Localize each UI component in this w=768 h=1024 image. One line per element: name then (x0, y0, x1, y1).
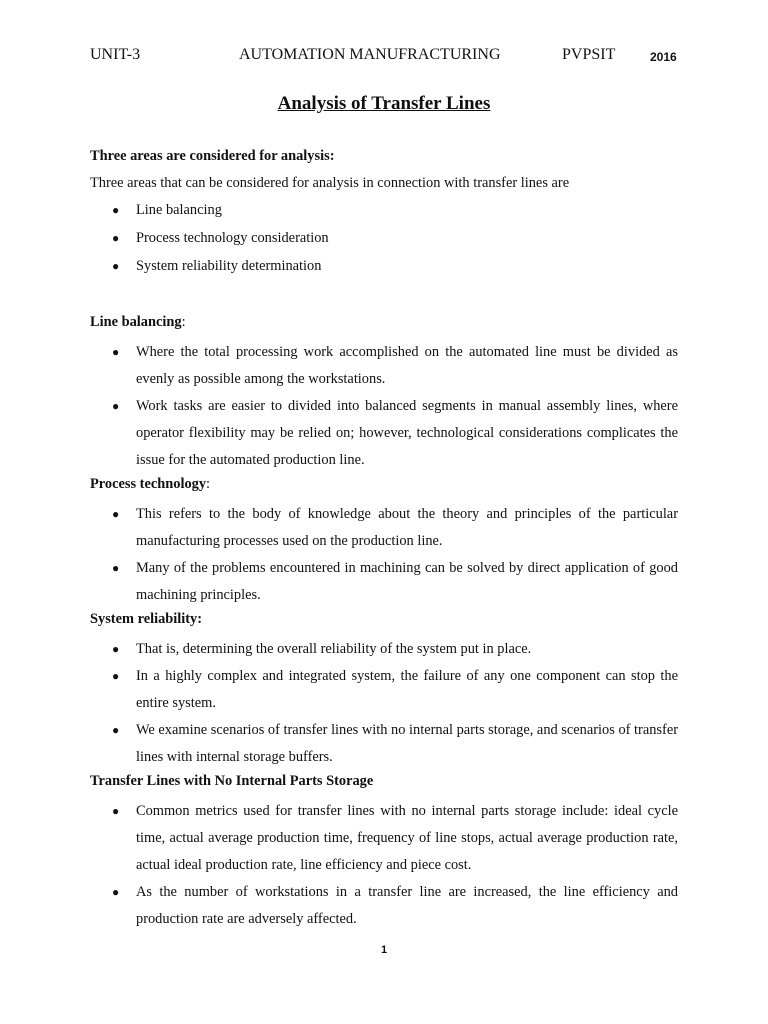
document-body (90, 146, 678, 933)
bullet-icon: ● (112, 669, 120, 683)
no-storage-heading: Transfer Lines with No Internal Parts Storage (90, 773, 374, 789)
page-title: Analysis of Transfer Lines (277, 93, 491, 114)
bullet-icon: ● (112, 399, 120, 413)
list-item: ● System reliability determination (112, 258, 322, 274)
list-item: ● That is, determining the overall reliability of the system put in place. (90, 636, 678, 663)
list-item: ● In a highly complex and integrated system, the failure of any one component can stop the entire system. (90, 663, 678, 717)
intro-text: Three areas that can be considered for analysis in connection with transfer lines are (90, 175, 570, 191)
bullet-icon: ● (112, 345, 120, 359)
bullet-icon: ● (112, 885, 120, 899)
header-year: 2016 (650, 50, 677, 64)
line-balancing-heading: Line balancing: (90, 314, 186, 330)
list-item: ● Process technology consideration (112, 230, 329, 246)
bullet-icon: ● (112, 203, 120, 217)
page-number: 1 (380, 944, 388, 956)
header-unit: UNIT-3 (90, 46, 141, 63)
system-reliability-list (90, 636, 678, 771)
list-item: ● Line balancing (112, 202, 222, 218)
no-storage-list (90, 798, 678, 933)
intro-heading: Three areas are considered for analysis: (90, 148, 335, 164)
list-item: ● Work tasks are easier to divided into balanced segments in manual assembly lines, where operator flexibility may be relied on; however, technological considerations complicates the issue for the automated production line. (90, 393, 678, 474)
list-item: ● As the number of workstations in a transfer line are increased, the line efficiency and production rate are adversely affected. (90, 879, 678, 933)
header-institution: PVPSIT (562, 46, 616, 63)
system-reliability-heading: System reliability: (90, 611, 203, 627)
bullet-icon: ● (112, 231, 120, 245)
header-subject: AUTOMATION MANUFRACTURING (239, 46, 501, 63)
bullet-icon: ● (112, 642, 120, 656)
page-header (0, 46, 768, 68)
list-item: ● This refers to the body of knowledge about the theory and principles of the particular manufacturing processes used on the production line. (90, 501, 678, 555)
bullet-icon: ● (112, 804, 120, 818)
process-technology-list (90, 501, 678, 609)
process-technology-heading: Process technology: (90, 476, 211, 492)
list-item: ● Many of the problems encountered in machining can be solved by direct application of good machining principles. (90, 555, 678, 609)
list-item: ● Common metrics used for transfer lines with no internal parts storage include: ideal cycle time, actual average production time, frequency of line stops, actual average production rate, actual ideal production rate, line efficiency and piece cost. (90, 798, 678, 879)
section-spacer (90, 284, 678, 312)
list-item: ● Where the total processing work accomplished on the automated line must be divided as evenly as possible among the workstations. (90, 339, 678, 393)
bullet-icon: ● (112, 507, 120, 521)
line-balancing-list (90, 339, 678, 474)
bullet-icon: ● (112, 723, 120, 737)
intro-list (90, 200, 678, 284)
bullet-icon: ● (112, 561, 120, 575)
list-item: ● We examine scenarios of transfer lines with no internal parts storage, and scenarios of transfer lines with internal storage buffers. (90, 717, 678, 771)
bullet-icon: ● (112, 259, 120, 273)
